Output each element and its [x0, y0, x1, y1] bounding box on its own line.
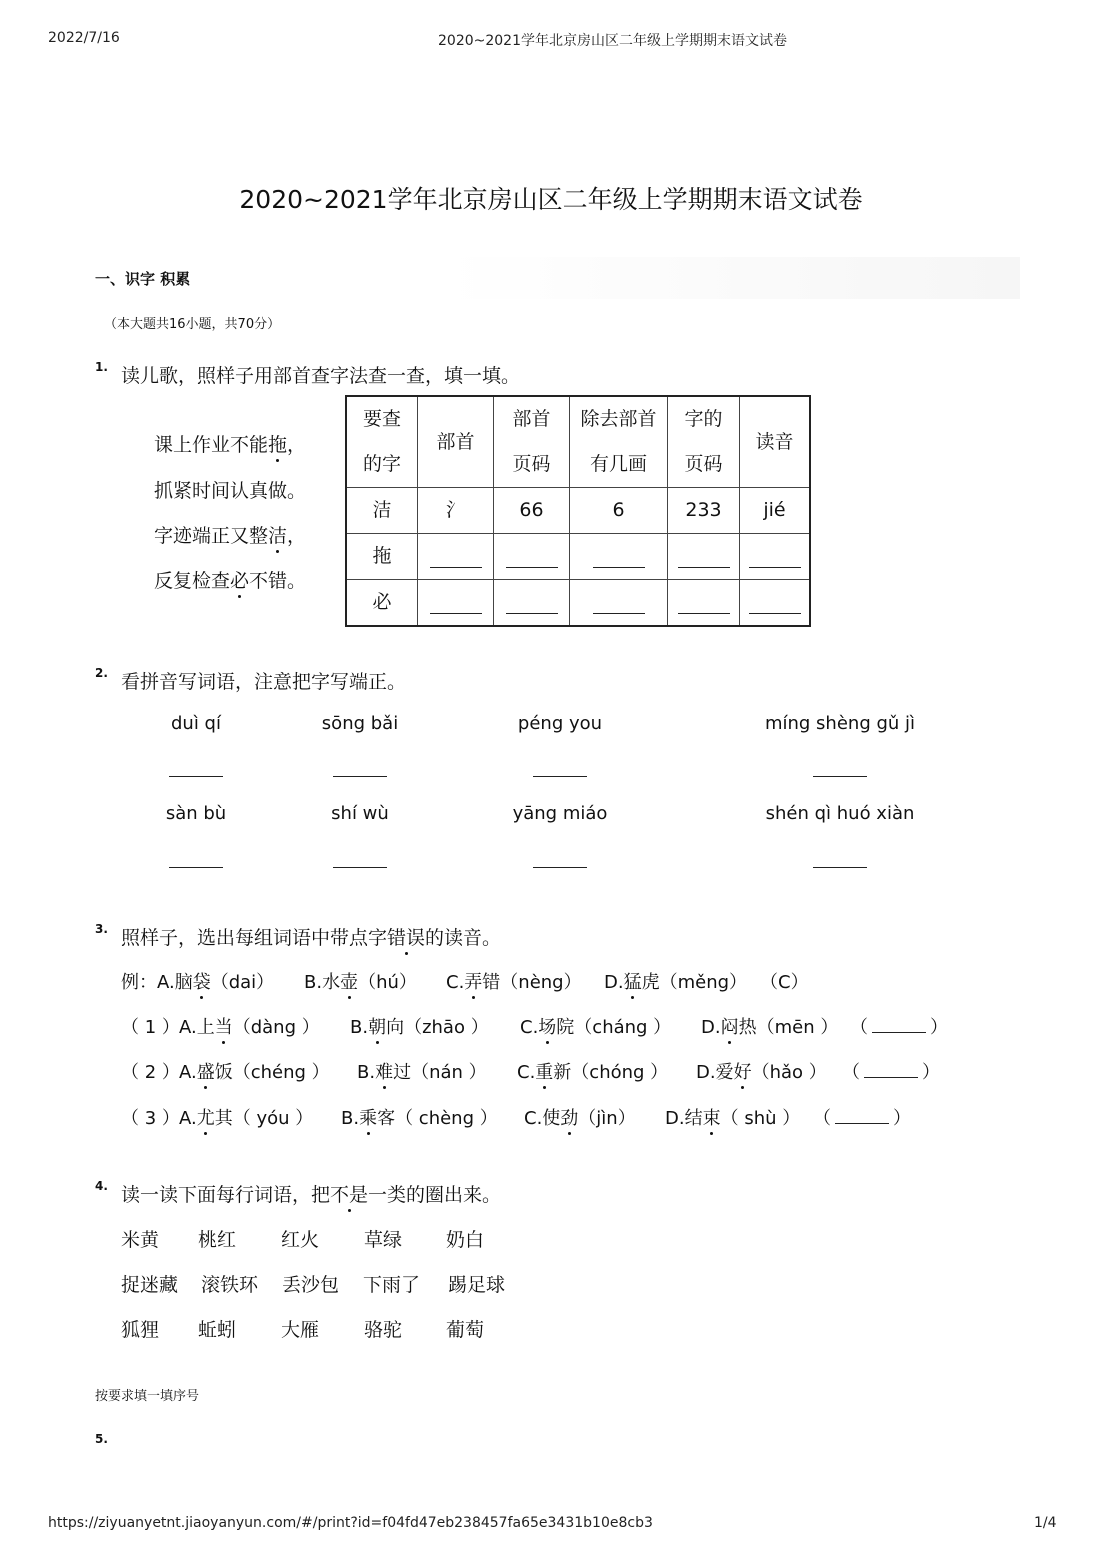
answer-line[interactable]	[169, 776, 223, 777]
option: D.闷热（mēn ）	[701, 1013, 838, 1039]
answer-line[interactable]	[333, 867, 387, 868]
question-number-4: 4.	[95, 1179, 108, 1193]
header-cell: 除去部首 有几画	[570, 396, 668, 488]
word-item[interactable]: 滚铁环	[201, 1274, 259, 1296]
pinyin-item: shí wù	[331, 803, 389, 824]
answer-blank[interactable]	[570, 534, 668, 580]
emphasis-char: 拖	[268, 430, 287, 457]
example-answer: （C）	[760, 972, 809, 993]
answer-blank[interactable]	[668, 534, 740, 580]
table-cell: 氵	[418, 488, 494, 534]
lookup-table	[345, 395, 811, 627]
word-item[interactable]: 捉迷藏	[121, 1274, 179, 1296]
option: C.场院（cháng ）	[520, 1013, 671, 1039]
option: A.尤其（ yóu ）	[179, 1104, 313, 1130]
item-label: （ 1 ）	[121, 1017, 180, 1038]
answer-line[interactable]	[169, 867, 223, 868]
pinyin-item: sōng bǎi	[321, 713, 399, 734]
footer-url: https://ziyuanyetnt.jiaoyanyun.com/#/print?id=f04fd47eb238457fa65e3431b10e8cb3	[48, 1515, 653, 1531]
header-cell: 要查 的字	[346, 396, 418, 488]
answer-blank[interactable]	[418, 534, 494, 580]
example-option: B.水壶（hú）	[304, 968, 417, 994]
answer-blank[interactable]: （ ）	[813, 1104, 911, 1130]
word-item[interactable]: 大雁	[281, 1319, 320, 1341]
table-cell: 233	[668, 488, 740, 534]
poem-line-2: 抓紧时间认真做。	[154, 480, 307, 502]
question-number-2: 2.	[95, 666, 108, 680]
item-label: （ 2 ）	[121, 1062, 180, 1083]
word-item[interactable]: 踢足球	[448, 1274, 506, 1296]
section-title: 一、识字 积累	[95, 270, 191, 288]
table-cell: 拖	[346, 534, 418, 580]
item-label: （ 3 ）	[121, 1108, 180, 1129]
table-cell: 必	[346, 580, 418, 627]
option: C.使劲（jìn）	[524, 1104, 636, 1130]
word-item[interactable]: 丢沙包	[282, 1274, 340, 1296]
answer-line[interactable]	[533, 776, 587, 777]
table-header-row	[346, 396, 810, 488]
table-row	[346, 534, 810, 580]
example-row: 例：A.脑袋（dai）	[121, 968, 274, 994]
page-title: 2020~2021学年北京房山区二年级上学期期末语文试卷	[239, 185, 863, 214]
question-4-text: 读一读下面每行词语，把不是一类的圈出来。	[121, 1180, 501, 1207]
question-3-text: 照样子，选出每组词语中带点字错误的读音。	[121, 923, 501, 950]
section-bar	[90, 257, 1020, 299]
poem-line-3: 字迹端正又整洁，	[154, 521, 306, 548]
table-cell: 6	[570, 488, 668, 534]
answer-blank[interactable]	[570, 580, 668, 627]
table-cell: jié	[740, 488, 811, 534]
pinyin-item: míng shèng gǔ jì	[764, 713, 916, 734]
answer-line[interactable]	[813, 867, 867, 868]
answer-blank[interactable]: （ ）	[850, 1013, 948, 1039]
word-item[interactable]: 桃红	[198, 1229, 237, 1251]
header-cell: 字的 页码	[668, 396, 740, 488]
answer-line[interactable]	[333, 776, 387, 777]
pinyin-item: sàn bù	[165, 803, 227, 824]
option: B.难过（nán ）	[357, 1058, 487, 1084]
pinyin-item: shén qì huó xiàn	[765, 803, 915, 824]
word-item[interactable]: 红火	[281, 1229, 320, 1251]
pinyin-item: duì qí	[171, 713, 221, 734]
word-item[interactable]: 骆驼	[364, 1319, 403, 1341]
pinyin-item: yāng miáo	[512, 803, 608, 824]
word-item[interactable]: 蚯蚓	[198, 1319, 237, 1341]
instruction-text: 按要求填一填序号	[95, 1389, 200, 1404]
header-cell: 部首	[418, 396, 494, 488]
header-cell: 部首 页码	[494, 396, 570, 488]
emphasis-char: 洁	[268, 521, 287, 548]
print-header-title: 2020~2021学年北京房山区二年级上学期期末语文试卷	[438, 33, 787, 49]
question-number-1: 1.	[95, 360, 108, 374]
example-option: C.弄错（nèng）	[446, 968, 582, 994]
table-cell: 洁	[346, 488, 418, 534]
answer-blank[interactable]	[668, 580, 740, 627]
answer-blank[interactable]: （ ）	[842, 1058, 940, 1084]
answer-blank[interactable]	[494, 534, 570, 580]
section-note: （本大题共16小题，共70分）	[104, 317, 281, 332]
poem-line-4: 反复检查必不错。	[154, 566, 306, 593]
word-item[interactable]: 米黄	[121, 1229, 160, 1251]
table-row	[346, 580, 810, 627]
answer-blank[interactable]	[494, 580, 570, 627]
answer-blank[interactable]	[740, 580, 811, 627]
example-option: D.猛虎（měng）	[604, 968, 747, 994]
option: A.盛饭（chéng ）	[179, 1058, 330, 1084]
question-number-5: 5.	[95, 1432, 108, 1446]
word-item[interactable]: 下雨了	[363, 1274, 421, 1296]
poem-line-1: 课上作业不能拖，	[154, 430, 306, 457]
word-item[interactable]: 葡萄	[446, 1319, 485, 1341]
pinyin-item: péng you	[517, 713, 603, 734]
page-number: 1/4	[1034, 1515, 1057, 1531]
header-cell: 读音	[740, 396, 811, 488]
option: C.重新（chóng ）	[517, 1058, 668, 1084]
option: D.爱好（hǎo ）	[696, 1058, 827, 1084]
answer-line[interactable]	[813, 776, 867, 777]
question-number-3: 3.	[95, 922, 108, 936]
table-row	[346, 488, 810, 534]
print-date: 2022/7/16	[48, 30, 120, 46]
word-item[interactable]: 草绿	[364, 1229, 403, 1251]
question-2-text: 看拼音写词语，注意把字写端正。	[121, 671, 407, 693]
option: D.结束（ shù ）	[665, 1104, 800, 1130]
answer-blank[interactable]	[740, 534, 811, 580]
option: A.上当（dàng ）	[179, 1013, 320, 1039]
option: B.乘客（ chèng ）	[341, 1104, 498, 1130]
option: B.朝向（zhāo ）	[350, 1013, 489, 1039]
word-item[interactable]: 奶白	[446, 1229, 485, 1251]
table-cell: 66	[494, 488, 570, 534]
word-item[interactable]: 狐狸	[121, 1319, 160, 1341]
question-1-text: 读儿歌，照样子用部首查字法查一查，填一填。	[121, 365, 521, 387]
answer-line[interactable]	[533, 867, 587, 868]
emphasis-char: 必	[230, 566, 249, 593]
answer-blank[interactable]	[418, 580, 494, 627]
